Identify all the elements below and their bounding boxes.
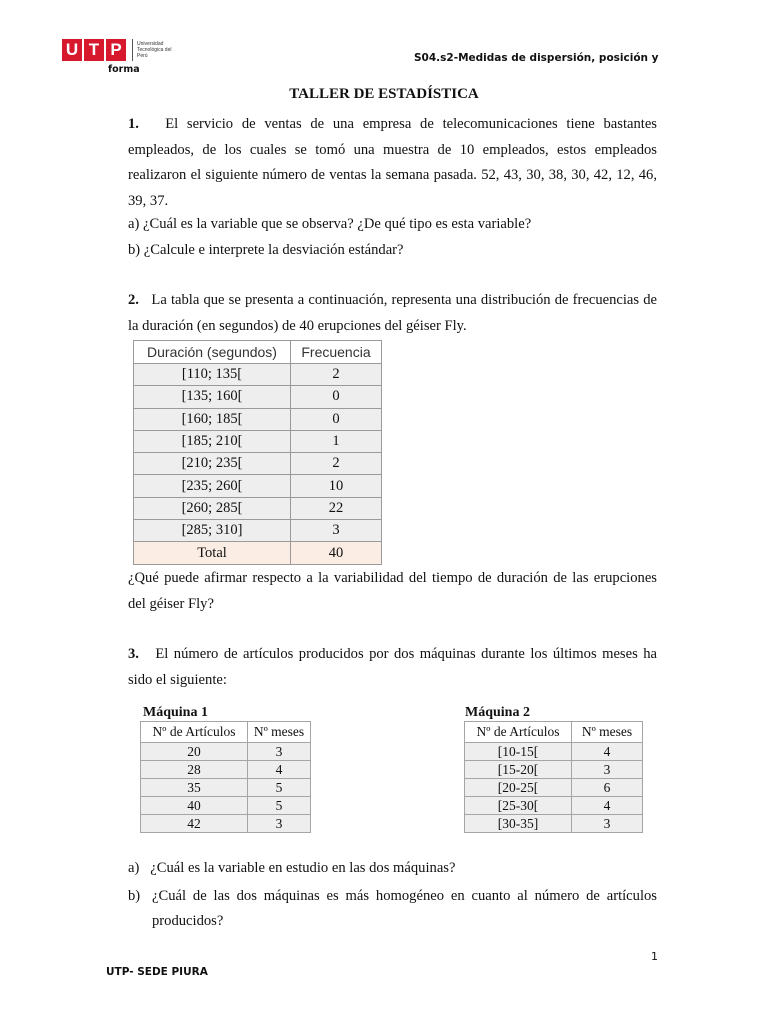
table-cell: [25-30[	[465, 797, 572, 815]
table-cell: [15-20[	[465, 761, 572, 779]
table-cell: 10	[291, 475, 382, 497]
table-cell: 40	[141, 797, 248, 815]
q2-text: La tabla que se presenta a continuación, representa una distribución de frecuencias de la duración (en segundos) de 40 erupciones del géiser Fly.	[128, 292, 657, 334]
table-row	[134, 520, 382, 542]
table-row	[465, 743, 643, 761]
table-row	[465, 761, 643, 779]
table-row	[465, 797, 643, 815]
table-header-row	[134, 341, 382, 364]
table-cell: [210; 235[	[134, 453, 291, 475]
geyser-frequency-table	[133, 340, 382, 565]
table-cell: 0	[291, 408, 382, 430]
machine1-table	[140, 721, 311, 833]
table-cell: 3	[572, 815, 643, 833]
table-cell: [160; 185[	[134, 408, 291, 430]
page-title: TALLER DE ESTADÍSTICA	[289, 86, 479, 102]
table-row	[134, 430, 382, 452]
table-row	[141, 797, 311, 815]
table-row	[141, 743, 311, 761]
q3-paragraph	[128, 642, 657, 693]
table-row	[134, 453, 382, 475]
table-cell: [235; 260[	[134, 475, 291, 497]
table-row	[134, 386, 382, 408]
table-cell: 3	[248, 743, 311, 761]
column-header: Nº de Artículos	[465, 722, 572, 743]
table-cell: [185; 210[	[134, 430, 291, 452]
machine2-table	[464, 721, 643, 833]
header-doc-title: S04.s2-Medidas de dispersión, posición y	[414, 52, 659, 64]
table-row	[134, 497, 382, 519]
table-cell: [285; 310]	[134, 520, 291, 542]
logo-divider	[132, 39, 133, 61]
footer-text: UTP- SEDE PIURA	[106, 966, 208, 978]
table-cell: [10-15[	[465, 743, 572, 761]
page-number: 1	[651, 950, 658, 963]
table-header-row	[465, 722, 643, 743]
table-cell: [260; 285[	[134, 497, 291, 519]
q3-a-item	[128, 860, 455, 877]
table-row	[465, 815, 643, 833]
table-cell: 28	[141, 761, 248, 779]
table-cell: 42	[141, 815, 248, 833]
table-cell: 5	[248, 797, 311, 815]
table-row	[141, 761, 311, 779]
column-header: Nº de Artículos	[141, 722, 248, 743]
machine1-title: Máquina 1	[143, 705, 208, 720]
column-header: Nº meses	[248, 722, 311, 743]
table-cell: 2	[291, 364, 382, 386]
table-row	[141, 779, 311, 797]
utp-logo	[62, 38, 177, 62]
table-cell: 35	[141, 779, 248, 797]
q1-text: El servicio de ventas de una empresa de telecomunicaciones tiene bastantes empleados, de los cuales se tomó una muestra de 10 empleados, estos empleados realizaron el siguiente número de ventas la semana pasada. 52, 43, 30, 38, 30, 42, 12, 46, 39, 37.	[128, 116, 657, 209]
q3-b-item	[128, 884, 657, 934]
table-cell: 3	[572, 761, 643, 779]
table-cell: [135; 160[	[134, 386, 291, 408]
table-cell: 22	[291, 497, 382, 519]
logo-letter: P	[106, 39, 126, 61]
table-cell: 0	[291, 386, 382, 408]
q1-number: 1.	[128, 116, 139, 132]
table-row	[134, 408, 382, 430]
q3-b-text: ¿Cuál de las dos máquinas es más homogéneo en cuanto al número de artículos producidos?	[152, 888, 657, 929]
table-cell: [110; 135[	[134, 364, 291, 386]
q3-a-text: ¿Cuál es la variable en estudio en las dos máquinas?	[150, 860, 456, 876]
header-forma: forma	[108, 64, 140, 75]
table-header-row	[141, 722, 311, 743]
logo-letter: T	[84, 39, 104, 61]
table-cell: 4	[248, 761, 311, 779]
table-cell: 3	[248, 815, 311, 833]
table-cell: [30-35]	[465, 815, 572, 833]
table-row	[141, 815, 311, 833]
table-cell: 40	[291, 542, 382, 564]
q1-paragraph	[128, 112, 657, 214]
table-total-row	[134, 542, 382, 564]
table-cell: 4	[572, 797, 643, 815]
table-cell: 20	[141, 743, 248, 761]
table-cell: 1	[291, 430, 382, 452]
q3-number: 3.	[128, 646, 139, 662]
q3-b-label: b)	[128, 888, 141, 904]
logo-text: Universidad Tecnológica del Perú	[137, 41, 172, 59]
table-cell: 4	[572, 743, 643, 761]
table-row	[134, 364, 382, 386]
table-cell: Total	[134, 542, 291, 564]
column-header: Duración (segundos)	[134, 341, 291, 364]
table-cell: [20-25[	[465, 779, 572, 797]
column-header: Frecuencia	[291, 341, 382, 364]
q2-question: ¿Qué puede afirmar respecto a la variabilidad del tiempo de duración de las erupciones del géiser Fly?	[128, 570, 657, 612]
column-header: Nº meses	[572, 722, 643, 743]
table-cell: 5	[248, 779, 311, 797]
machine2-title: Máquina 2	[465, 705, 530, 720]
table-row	[134, 475, 382, 497]
table-cell: 3	[291, 520, 382, 542]
q1-a: a) ¿Cuál es la variable que se observa? ¿De qué tipo es esta variable?	[128, 216, 532, 232]
table-cell: 2	[291, 453, 382, 475]
table-cell: 6	[572, 779, 643, 797]
q2-number: 2.	[128, 292, 139, 308]
logo-letter: U	[62, 39, 82, 61]
table-row	[465, 779, 643, 797]
q2-paragraph	[128, 288, 657, 339]
q1-b: b) ¿Calcule e interprete la desviación estándar?	[128, 242, 404, 258]
q3-text: El número de artículos producidos por dos máquinas durante los últimos meses ha sido el siguiente:	[128, 646, 657, 688]
q3-a-label: a)	[128, 860, 140, 876]
